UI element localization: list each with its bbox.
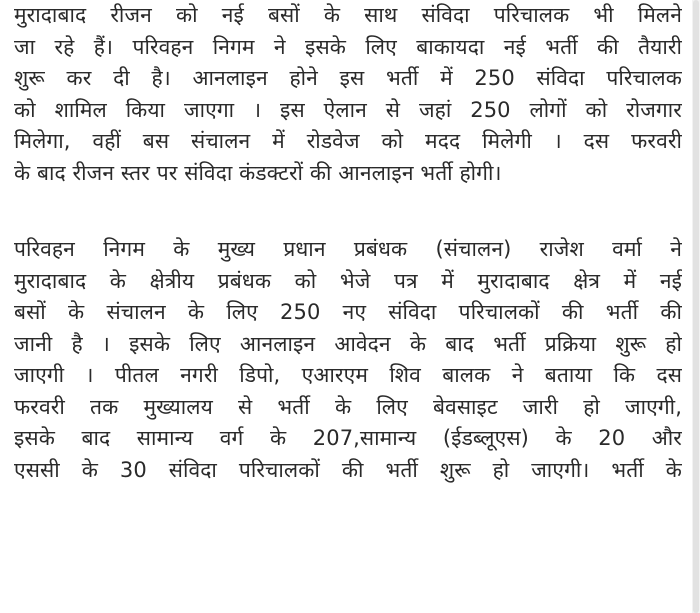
text-line: के बाद रीजन स्तर पर संविदा कंडक्टरों की आनलाइन भर्ती होगी। <box>14 160 502 185</box>
text-line: मुरादाबाद रीजन को नई बसों के साथ संविदा परिचालक भी मिलने <box>14 3 682 27</box>
text-line: जा रहे हैं। परिवहन निगम ने इसके लिए बाकायदा नई भर्ती की तैयारी <box>14 34 682 59</box>
text-line: को शामिल किया जाएगा । इस ऐलान से जहां 250 लोगों को रोजगार <box>14 97 682 122</box>
text-line: मुरादाबाद के क्षेत्रीय प्रबंधक को भेजे पत्र में मुरादाबाद क्षेत्र में नई <box>14 268 682 293</box>
text-line: परिवहन निगम के मुख्य प्रधान प्रबंधक (संचालन) राजेश वर्मा ने <box>14 237 682 261</box>
text-line: बसों के संचालन के लिए 250 नए संविदा परिचालकों की भर्ती की <box>14 300 682 324</box>
paragraph-1 <box>14 0 682 189</box>
text-line: फरवरी तक मुख्यालय से भर्ती के लिए बेवसाइट जारी हो जाएगी, <box>14 394 682 419</box>
text-line: इसके बाद सामान्य वर्ग के 207,सामान्य (ईडब्लूएस) के 20 और <box>14 426 682 450</box>
text-line: मिलेगा, वहीं बस संचालन में रोडवेज को मदद मिलेगी । दस फरवरी <box>14 129 682 153</box>
news-article <box>14 0 682 486</box>
paragraph-2 <box>14 234 682 486</box>
text-line: जानी है । इसके लिए आनलाइन आवेदन के बाद भर्ती प्रक्रिया शुरू हो <box>14 331 682 356</box>
vertical-scrollbar[interactable] <box>692 0 700 613</box>
text-line: एससी के 30 संविदा परिचालकों की भर्ती शुरू हो जाएगी। भर्ती के <box>14 457 682 482</box>
text-line: शुरू कर दी है। आनलाइन होने इस भर्ती में 250 संविदा परिचालक <box>14 66 682 90</box>
paragraph-spacer <box>14 189 682 234</box>
text-line: जाएगी । पीतल नगरी डिपो, एआरएम शिव बालक ने बताया कि दस <box>14 363 682 387</box>
scrollbar-thumb[interactable] <box>693 0 699 613</box>
